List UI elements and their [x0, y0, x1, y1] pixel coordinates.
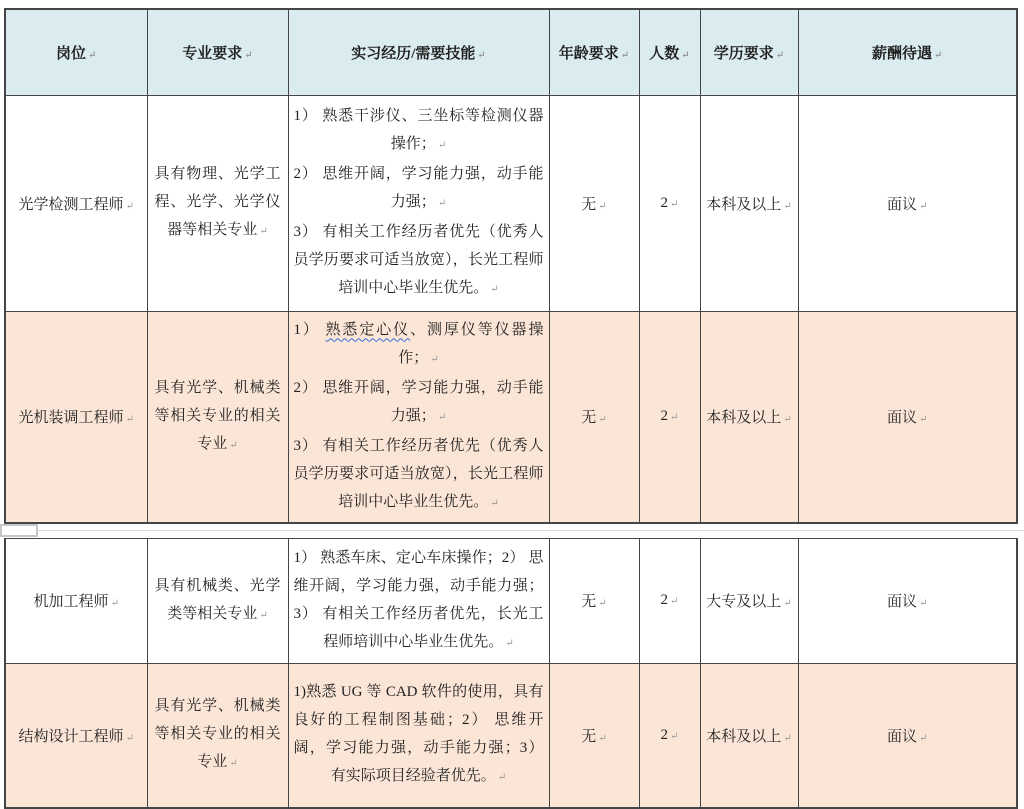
salary-text: 面议: [887, 410, 917, 426]
paragraph-mark: ↵: [438, 132, 446, 160]
paragraph-mark: ↵: [490, 276, 498, 304]
education-cell: [700, 538, 798, 663]
header-row: [5, 9, 1017, 95]
major-text: 具有光学、机械类等相关专业的相关专业: [155, 698, 281, 770]
paragraph-mark: ↵: [621, 50, 629, 61]
salary-text: 面议: [887, 594, 917, 610]
age-text: 无: [581, 729, 596, 745]
paragraph-mark: ↵: [438, 190, 446, 218]
age-cell: [549, 663, 639, 808]
table-row: [5, 663, 1017, 808]
major-text: 具有机械类、光学类等相关专业: [155, 578, 281, 622]
skill-text: 2） 思维开阔，学习能力强，动手能力强；: [294, 380, 544, 424]
position-cell: [5, 95, 147, 311]
skill-text: 1)熟悉 UG 等 CAD 软件的使用，具有良好的工程制图基础；2） 思维开阔，学习能力强，动手能力强；3） 有实际项目经验者优先。: [294, 684, 544, 784]
paragraph-mark: ↵: [670, 731, 678, 742]
position-cell: [5, 311, 147, 523]
education-text: 本科及以上: [706, 197, 781, 213]
count-text: 2: [661, 727, 669, 743]
paragraph-mark: ↵: [229, 750, 237, 778]
table-row: [5, 538, 1017, 663]
header-label: 人数: [649, 46, 679, 62]
education-cell: [700, 95, 798, 311]
paragraph-mark: ↵: [259, 218, 267, 246]
page-edge-notch: [0, 524, 38, 537]
paragraph-mark: ↵: [477, 50, 485, 61]
header-label: 专业要求: [182, 46, 242, 62]
age-text: 无: [581, 410, 596, 426]
major-text: 具有物理、光学工程、光学、光学仪器等相关专业: [155, 166, 281, 238]
paragraph-mark: ↵: [598, 733, 606, 744]
count-text: 2: [661, 592, 669, 608]
skill-text: 1） 熟悉干涉仪、三坐标等检测仪器操作；: [294, 108, 544, 152]
paragraph-mark: ↵: [934, 50, 942, 61]
paragraph-mark: ↵: [670, 412, 678, 423]
header-label: 学历要求: [714, 46, 774, 62]
skill-paragraph: [289, 544, 549, 658]
skills-cell: [288, 311, 549, 523]
header-label: 实习经历/需要技能: [351, 46, 475, 62]
header-label: 年龄要求: [559, 46, 619, 62]
count-text: 2: [661, 195, 669, 211]
page-edge-line: [0, 530, 1024, 531]
skill-paragraph: [289, 374, 549, 432]
skills-cell: [288, 663, 549, 808]
education-text: 本科及以上: [706, 410, 781, 426]
paragraph-mark: ↵: [783, 414, 791, 425]
paragraph-mark: ↵: [430, 346, 438, 374]
education-cell: [700, 311, 798, 523]
paragraph-mark: ↵: [498, 764, 506, 792]
count-cell: [639, 311, 700, 523]
count-cell: [639, 538, 700, 663]
paragraph-mark: ↵: [783, 733, 791, 744]
header-count: [639, 9, 700, 95]
age-text: 无: [581, 594, 596, 610]
skill-paragraph: [289, 218, 549, 304]
paragraph-mark: ↵: [783, 598, 791, 609]
salary-cell: [798, 95, 1017, 311]
paragraph-mark: ↵: [111, 598, 119, 609]
salary-cell: [798, 311, 1017, 523]
major-cell: [147, 538, 288, 663]
paragraph-mark: ↵: [776, 50, 784, 61]
table-row: [5, 95, 1017, 311]
paragraph-mark: ↵: [126, 733, 134, 744]
age-cell: [549, 95, 639, 311]
header-salary: [798, 9, 1017, 95]
table-row: [5, 311, 1017, 523]
paragraph-mark: ↵: [670, 596, 678, 607]
paragraph-mark: ↵: [259, 602, 267, 630]
skills-cell: [288, 538, 549, 663]
header-label: 薪酬待遇: [872, 46, 932, 62]
skill-text: 2） 思维开阔，学习能力强，动手能力强；: [294, 166, 544, 210]
paragraph-mark: ↵: [438, 404, 446, 432]
skill-paragraph: [289, 160, 549, 218]
paragraph-mark: ↵: [670, 199, 678, 210]
skills-cell: [288, 95, 549, 311]
skill-paragraph: [289, 432, 549, 518]
recruitment-table-page1: [4, 8, 1018, 524]
paragraph-mark: ↵: [126, 201, 134, 212]
paragraph-mark: ↵: [919, 414, 927, 425]
salary-cell: [798, 663, 1017, 808]
education-text: 本科及以上: [706, 729, 781, 745]
paragraph-mark: ↵: [598, 598, 606, 609]
position-text: 光机装调工程师: [19, 410, 124, 426]
age-text: 无: [581, 197, 596, 213]
major-cell: [147, 311, 288, 523]
paragraph-mark: ↵: [505, 630, 513, 658]
skill-paragraph: [289, 678, 549, 792]
paragraph-mark: ↵: [88, 50, 96, 61]
header-education: [700, 9, 798, 95]
position-text: 结构设计工程师: [19, 729, 124, 745]
header-major: [147, 9, 288, 95]
position-text: 机加工程师: [34, 594, 109, 610]
major-text: 具有光学、机械类等相关专业的相关专业: [155, 380, 281, 452]
salary-text: 面议: [887, 197, 917, 213]
paragraph-mark: ↵: [244, 50, 252, 61]
skill-paragraph: [289, 316, 549, 374]
spellcheck-squiggle-text: 熟悉定心仪: [326, 322, 411, 338]
skill-paragraph: [289, 102, 549, 160]
paragraph-mark: ↵: [919, 733, 927, 744]
paragraph-mark: ↵: [490, 490, 498, 518]
age-cell: [549, 538, 639, 663]
paragraph-mark: ↵: [919, 598, 927, 609]
education-text: 大专及以上: [706, 594, 781, 610]
position-text: 光学检测工程师: [19, 197, 124, 213]
count-cell: [639, 95, 700, 311]
skill-text: 1） 熟悉车床、定心车床操作；2） 思维开阔，学习能力强，动手能力强；3） 有相关工作经历者优先，长光工程师培训中心毕业生优先。: [294, 550, 544, 650]
paragraph-mark: ↵: [919, 201, 927, 212]
paragraph-mark: ↵: [229, 432, 237, 460]
major-cell: [147, 663, 288, 808]
paragraph-mark: ↵: [783, 201, 791, 212]
salary-cell: [798, 538, 1017, 663]
skill-text: 、测厚仪等仪器操作；: [398, 322, 543, 366]
header-label: 岗位: [56, 46, 86, 62]
salary-text: 面议: [887, 729, 917, 745]
paragraph-mark: ↵: [681, 50, 689, 61]
age-cell: [549, 311, 639, 523]
position-cell: [5, 538, 147, 663]
count-cell: [639, 663, 700, 808]
count-text: 2: [661, 408, 669, 424]
skill-text: 3） 有相关工作经历者优先（优秀人员学历要求可适当放宽），长光工程师培训中心毕业生优先。: [294, 438, 544, 510]
recruitment-table-page2: [4, 538, 1018, 809]
header-skills: [288, 9, 549, 95]
recruitment-table-document: [4, 8, 1016, 809]
header-position: [5, 9, 147, 95]
position-cell: [5, 663, 147, 808]
paragraph-mark: ↵: [598, 414, 606, 425]
header-age: [549, 9, 639, 95]
page-break: [4, 524, 1016, 538]
paragraph-mark: ↵: [126, 414, 134, 425]
paragraph-mark: ↵: [598, 201, 606, 212]
major-cell: [147, 95, 288, 311]
skill-text: 1）: [294, 322, 326, 338]
education-cell: [700, 663, 798, 808]
skill-text: 3） 有相关工作经历者优先（优秀人员学历要求可适当放宽），长光工程师培训中心毕业生优先。: [294, 224, 544, 296]
